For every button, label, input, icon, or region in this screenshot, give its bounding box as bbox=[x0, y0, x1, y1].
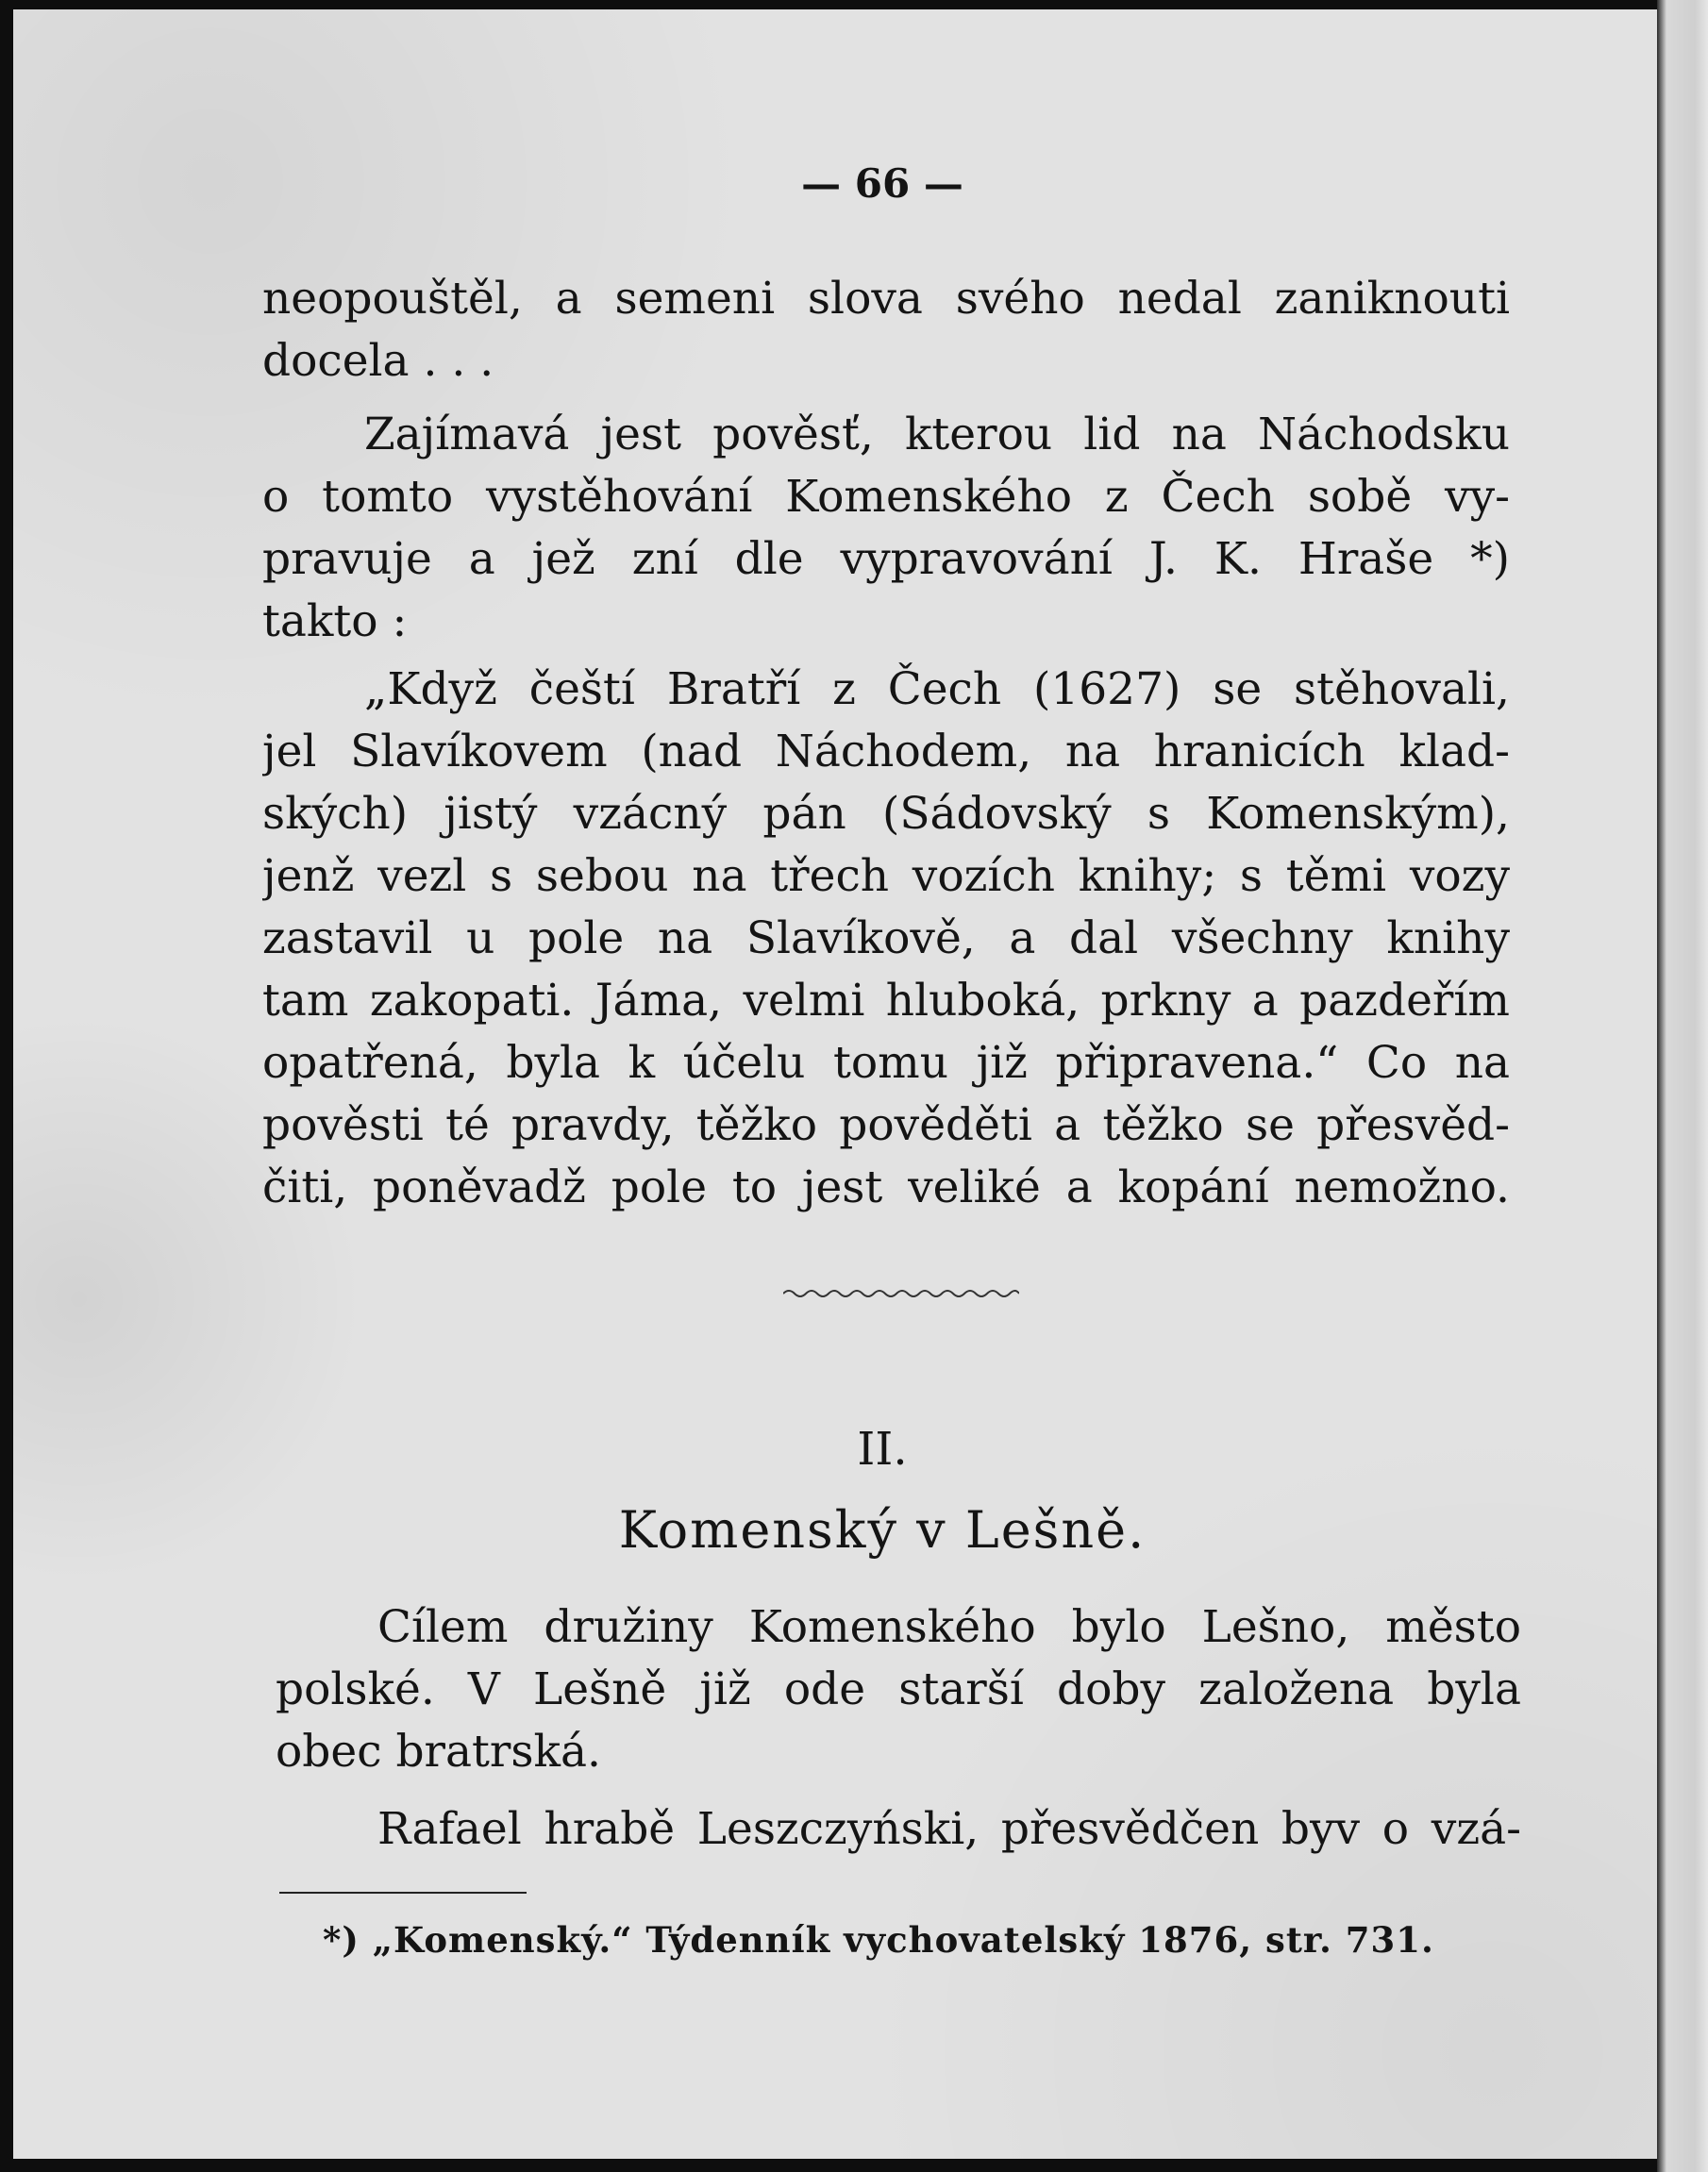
paragraph-1 bbox=[262, 268, 1510, 393]
page-edge bbox=[1657, 0, 1708, 2172]
text-line: čiti, poněvadž pole to jest veliké a kopání nemožno. bbox=[262, 1161, 1510, 1213]
wavy-divider-ornament bbox=[783, 1285, 1019, 1302]
text-line: docela . . . bbox=[262, 335, 494, 387]
text-line: jenž vezl s sebou na třech vozích knihy; s těmi vozy bbox=[262, 850, 1510, 902]
chapter-paragraph-1 bbox=[276, 1596, 1521, 1783]
text-line: zastavil u pole na Slavíkově, a dal všechny knihy bbox=[262, 912, 1510, 964]
paragraph-3 bbox=[262, 659, 1510, 1219]
chapter-number: II. bbox=[857, 1423, 908, 1476]
chapter-title: Komenský v Lešně. bbox=[618, 1500, 1147, 1560]
text-line: Cílem družiny Komenského bylo Lešno, město bbox=[377, 1601, 1521, 1653]
text-line: jel Slavíkovem (nad Náchodem, na hranicích klad- bbox=[262, 726, 1510, 777]
paragraph-2 bbox=[262, 404, 1510, 653]
text-line: neopouštěl, a semeni slova svého nedal zaniknouti bbox=[262, 273, 1510, 325]
text-line: Rafael hrabě Leszczyński, přesvědčen byv o vzá- bbox=[377, 1803, 1521, 1855]
chapter-paragraph-2 bbox=[276, 1798, 1521, 1861]
footnote-rule bbox=[279, 1892, 527, 1894]
text-line: pověsti té pravdy, těžko pověděti a těžko se přesvěd- bbox=[262, 1099, 1510, 1151]
text-line: tam zakopati. Jáma, velmi hluboká, prkny a pazdeřím bbox=[262, 975, 1510, 1027]
text-line: ských) jistý vzácný pán (Sádovský s Komenským), bbox=[262, 788, 1510, 840]
text-line: „Když čeští Bratří z Čech (1627) se stěhovali, bbox=[364, 663, 1510, 715]
text-line: o tomto vystěhování Komenského z Čech sobě vy- bbox=[262, 471, 1510, 523]
text-line: takto : bbox=[262, 595, 408, 647]
text-line: opatřená, byla k účelu tomu již připravena.“ Co na bbox=[262, 1037, 1510, 1089]
footnote: *) „Komenský.“ Týdenník vychovatelský 1876, str. 731. bbox=[323, 1919, 1434, 1961]
text-line: polské. V Lešně již ode starší doby založena byla bbox=[276, 1663, 1521, 1715]
page-number: — 66 — bbox=[801, 160, 963, 207]
text-line: obec bratrská. bbox=[276, 1726, 601, 1778]
text-line: Zajímavá jest pověsť, kterou lid na Náchodsku bbox=[364, 409, 1510, 460]
text-line: pravuje a jež zní dle vypravování J. K. Hraše *) bbox=[262, 533, 1510, 585]
